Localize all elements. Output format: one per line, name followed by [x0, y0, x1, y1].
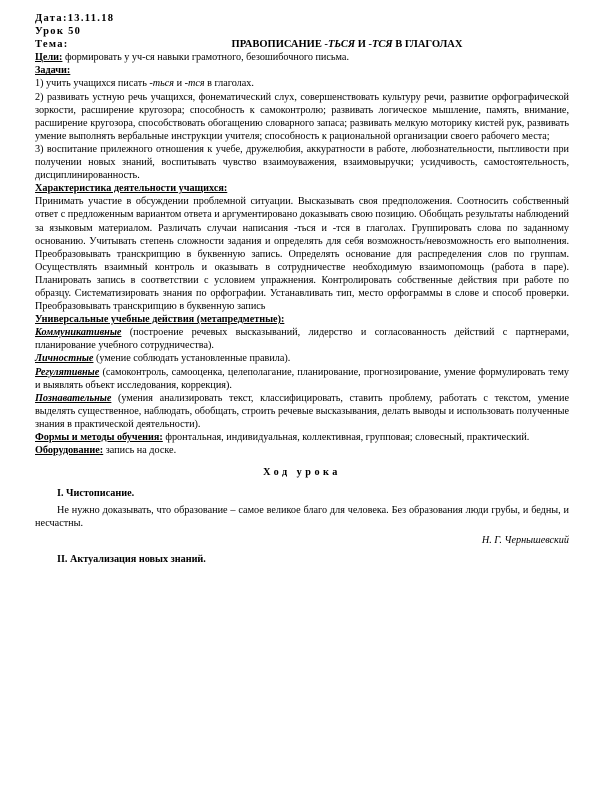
- date-line: [35, 12, 569, 25]
- topic-label: Тема:: [35, 39, 69, 51]
- topic-post: В ГЛАГОЛАХ: [392, 39, 463, 51]
- personal-text: (умение соблюдать установленные правила).: [93, 353, 291, 365]
- communicative-text: (построение речевых высказываний, лидерство и согласованность действий с партнерами, планирование учебного сотрудничества).: [35, 327, 569, 352]
- regulative-label: Регулятивные: [35, 366, 100, 378]
- equipment-label: Оборудование:: [35, 445, 104, 457]
- task-1-post: в глаголах.: [204, 78, 254, 90]
- lesson-flow-title: Ход урока: [263, 467, 341, 479]
- equipment-line: [35, 444, 569, 457]
- topic-title: [165, 38, 569, 51]
- activity-text: Принимать участие в обсуждении проблемной ситуации. Высказывать своя предположения. Соотносить собственный ответ с предложенным вариантом ответа и аргументировано доказывать свою позицию. Обобщать результаты наблюдений за языковым материалом. Различать случаи написания -ться и -тся в глаголах. Группировать слова по заданному основанию. Учитывать степень сложности задания и определять для себя возможность/невозможность его выполнения. Преобразовывать транскрипцию в буквенную запись. Определять основание для распределения слов по группам. Осуществлять взаимный контроль и оказывать в сотрудничестве необходимую взаимопомощь (работа в паре). Планировать запись в соответствии с условием упражнения. Контролировать собственные действия при работе по образцу. Систематизировать знания по орфографии. Устанавливать тип, место орфограммы в слове и способ проверки. Преобразовывать транскрипцию в буквенную запись: [35, 196, 569, 313]
- uud-cognitive: [35, 392, 569, 431]
- lesson-number: 50: [68, 26, 82, 38]
- personal-label: Личностные: [35, 353, 94, 365]
- task-1-em-2: -тся: [184, 78, 205, 90]
- activity-label: Характеристика деятельности учащихся:: [35, 183, 228, 195]
- uud-regulative: [35, 366, 569, 392]
- uud-communicative: [35, 326, 569, 352]
- goals-label: Цели:: [35, 52, 63, 64]
- goals-line: [35, 51, 569, 64]
- uud-personal: [35, 352, 569, 365]
- cognitive-text: (умения анализировать текст, классифицировать, ставить проблему, работать с текстом, умение выделять существенное, наблюдать, обобщать, строить речевые высказывания, делать выводы и использовать полученные знания в практической деятельности).: [35, 392, 569, 430]
- lesson-label: Урок: [35, 26, 65, 38]
- task-1-pre: 1) учить учащихся писать: [35, 78, 150, 90]
- topic-tsya-soft: -ТЬСЯ: [324, 39, 356, 51]
- date-label: Дата:: [35, 13, 68, 24]
- forms-label: Формы и методы обучения:: [35, 432, 163, 443]
- uud-label: Универсальные учебные действия (метапредметные):: [35, 314, 285, 326]
- quote-text: Не нужно доказывать, что образование – самое великое благо для человека. Без образования люди грубы, и бедны, и несчастны.: [35, 505, 569, 530]
- task-2: 2) развивать устную речь учащихся, фонематический слух, совершенствовать культуру речи, развитие орфографической зоркости, расширение кругозора; способность к самоконтролю; развивать логическое мышление, память, внимание, расширение кругозора, способствовать обогащению словарного запаса; развивать мелкую моторику кистей рук, развивать умение выполнять вербальные инструкции учителя; способность к рациональной организации своего рабочего места;: [35, 91, 569, 142]
- communicative-label: Коммуникативные: [35, 327, 122, 339]
- lesson-number-line: [35, 25, 569, 38]
- task-1-mid: и: [174, 78, 185, 90]
- regulative-text: (самоконтроль, самооценка, целеполагание, планирование, прогнозирование, умение формулировать тему и выявлять объект исследования, коррекция).: [35, 366, 569, 391]
- cognitive-label: Познавательные: [35, 392, 112, 404]
- forms-text: фронтальная, индивидуальная, коллективная, групповая; словесный, практический.: [162, 432, 530, 443]
- equipment-text: запись на доске.: [103, 445, 177, 457]
- topic-line: [35, 38, 569, 51]
- goals-text: формировать у уч-ся навыки грамотного, безошибочного письма.: [62, 52, 349, 64]
- date-value: 13.11.18: [67, 13, 115, 24]
- topic-tsya-hard: -ТСЯ: [368, 39, 393, 51]
- task-1-em-1: -ться: [149, 78, 175, 90]
- step-1-title: I. Чистописание.: [57, 488, 135, 500]
- task-3: 3) воспитание прилежного отношения к учебе, дружелюбия, аккуратности в работе, любознательности, пытливости при получении новых знаний, воспитывать чувство взаимоуважения, взаимовыручки; усидчивость, самостоятельность, дисциплинированность.: [35, 143, 569, 182]
- tasks-label: Задачи:: [35, 65, 71, 77]
- step-2-title: II. Актуализация новых знаний.: [57, 553, 206, 565]
- forms-line: [35, 431, 569, 444]
- lesson-plan: [35, 12, 569, 566]
- topic-mid: И: [355, 39, 369, 51]
- task-1: [35, 77, 569, 90]
- topic-pre: ПРАВОПИСАНИЕ: [231, 39, 325, 51]
- quote-author: Н. Г. Чернышевский: [481, 534, 569, 546]
